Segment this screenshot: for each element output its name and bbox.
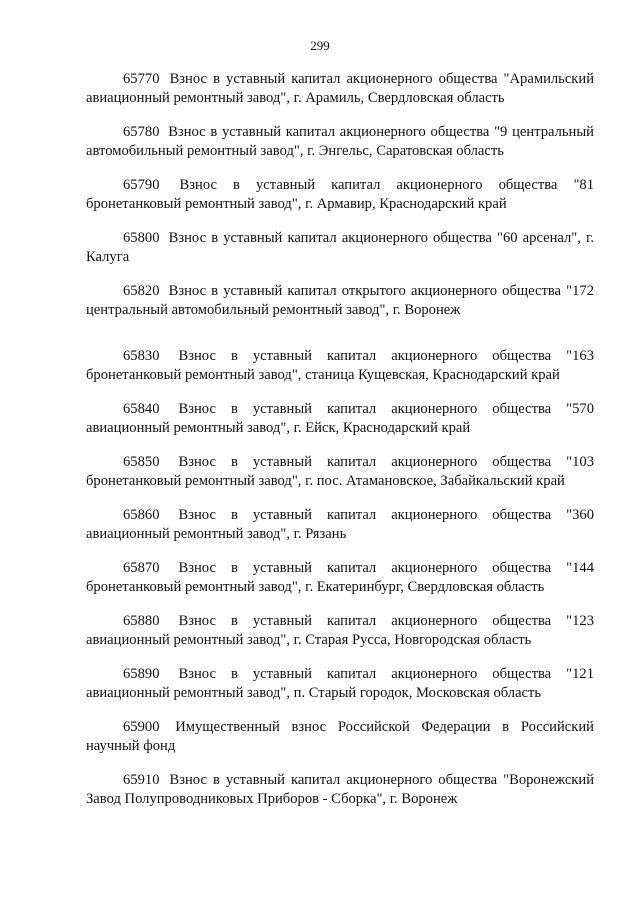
entry-65870 [86,559,594,596]
entry-65830 [86,347,594,384]
entry-text: Взнос в уставный капитал акционерного общества "Воронежский Завод Полупроводниковых Приборов - Сборка", г. Воронеж [86,772,595,807]
entry-code: 65830 [123,348,160,364]
entry-code: 65880 [123,613,160,629]
entry-text: Взнос в уставный капитал акционерного общества "Арамильский авиационный ремонтный завод", г. Арамиль, Свердловская область [86,71,595,106]
entry-text: Взнос в уставный капитал акционерного общества "81 бронетанковый ремонтный завод", г. Армавир, Краснодарский край [86,177,595,212]
entry-text: Взнос в уставный капитал акционерного общества "144 бронетанковый ремонтный завод", г. Екатеринбург, Свердловская область [86,560,594,595]
entry-text: Взнос в уставный капитал акционерного общества "360 авиационный ремонтный завод", г. Рязань [86,507,594,542]
entry-code: 65900 [123,719,160,735]
entry-code: 65870 [123,560,160,576]
entry-65880 [86,612,594,649]
entry-code: 65770 [123,71,160,87]
page-number: 299 [310,38,330,53]
entry-code: 65800 [123,230,160,246]
entry-65860 [86,506,594,543]
entry-text: Взнос в уставный капитал акционерного общества "163 бронетанковый ремонтный завод", станица Кущевская, Краснодарский край [86,348,594,383]
entry-65820 [86,282,594,319]
entries-list [86,70,594,824]
entry-text: Взнос в уставный капитал открытого акционерного общества "172 центральный автомобильный ремонтный завод", г. Воронеж [86,283,594,318]
entry-code: 65890 [123,666,160,682]
entry-code: 65910 [123,772,160,788]
entry-code: 65780 [123,124,160,140]
entry-code: 65820 [123,283,160,299]
entry-65900 [86,718,594,755]
entry-code: 65860 [123,507,160,523]
entry-65890 [86,665,594,702]
entry-code: 65790 [123,177,160,193]
entry-text: Взнос в уставный капитал акционерного общества "60 арсенал", г. Калуга [86,230,594,265]
entry-text: Взнос в уставный капитал акционерного общества "121 авиационный ремонтный завод", п. Старый городок, Московская область [86,666,594,701]
entry-65770 [86,70,594,107]
entry-text: Имущественный взнос Российской Федерации в Российский научный фонд [86,719,594,754]
entry-code: 65850 [123,454,160,470]
entry-text: Взнос в уставный капитал акционерного общества "103 бронетанковый ремонтный завод", г. пос. Атамановское, Забайкальский край [86,454,594,489]
entry-65790 [86,176,594,213]
entry-text: Взнос в уставный капитал акционерного общества "570 авиационный ремонтный завод", г. Ейск, Краснодарский край [86,401,594,436]
entry-text: Взнос в уставный капитал акционерного общества "123 авиационный ремонтный завод", г. Старая Русса, Новгородская область [86,613,594,648]
entry-code: 65840 [123,401,160,417]
entry-65910 [86,771,594,808]
entry-65780 [86,123,594,160]
entry-65850 [86,453,594,490]
entry-65800 [86,229,594,266]
entry-65840 [86,400,594,437]
entry-text: Взнос в уставный капитал акционерного общества "9 центральный автомобильный ремонтный завод", г. Энгельс, Саратовская область [86,124,594,159]
